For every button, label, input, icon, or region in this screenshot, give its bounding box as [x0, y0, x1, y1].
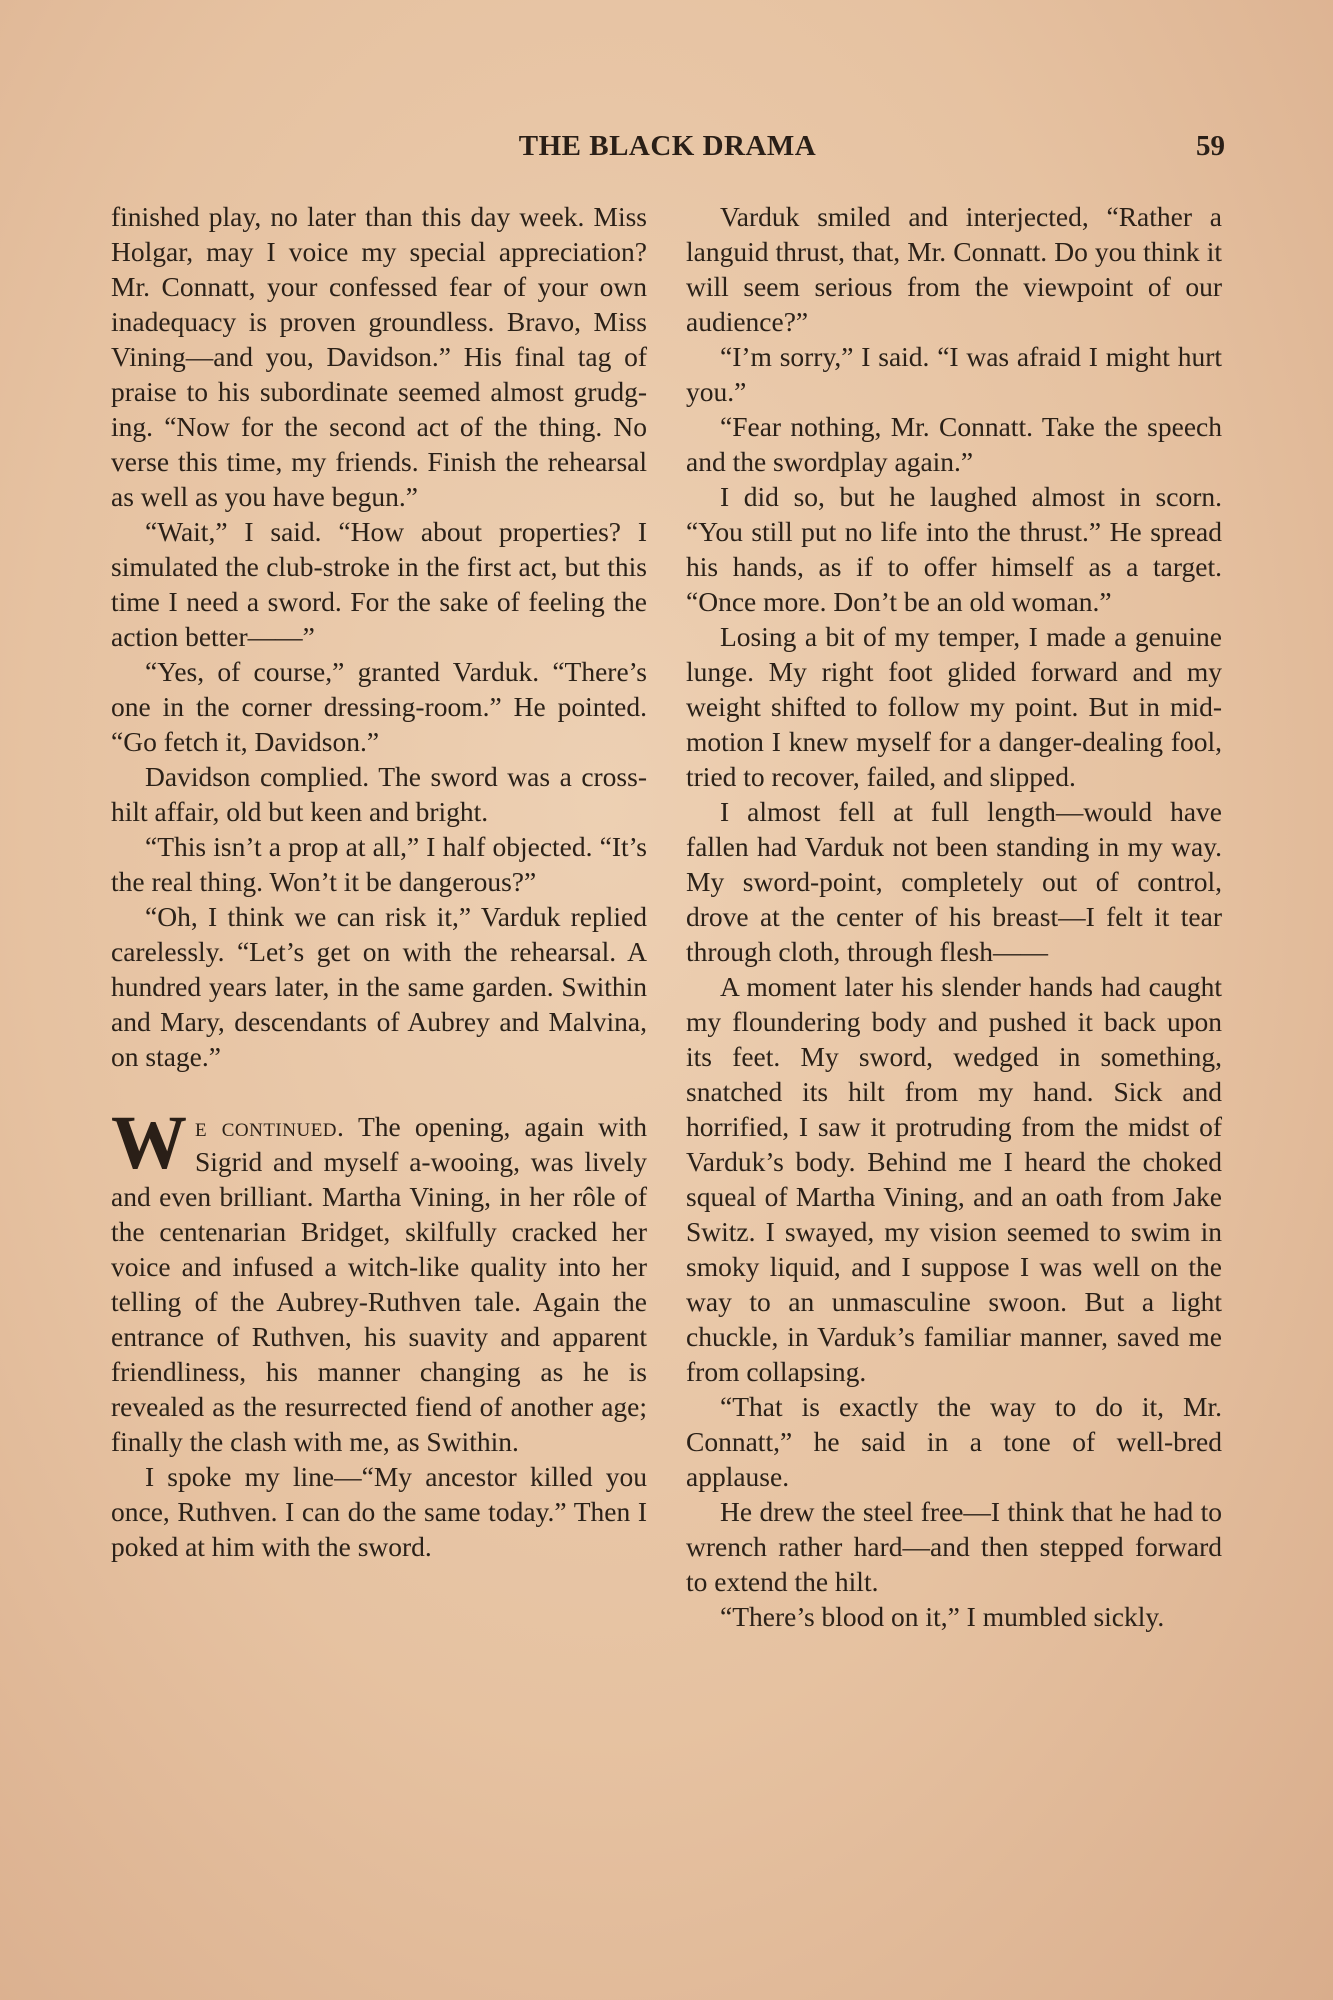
right-column [686, 199, 1222, 1634]
paragraph: Losing a bit of my temper, I made a genuine lunge. My right foot glided forward and my weight shifted to follow my point. But in mid-motion I knew myself for a danger-dealing fool, tried to recover, failed, and slipped. [686, 621, 1222, 792]
paragraph: “Wait,” I said. “How about properties? I simulated the club-stroke in the first act, but this time I need a sword. For the sake of feeling the action better——” [111, 516, 647, 652]
left-column [111, 199, 647, 1564]
paragraph: “That is exactly the way to do it, Mr. Connatt,” he said in a tone of well-bred applause. [686, 1391, 1222, 1492]
paragraph: “This isn’t a prop at all,” I half objected. “It’s the real thing. Won’t it be dangerous?” [111, 831, 647, 897]
paragraph: “There’s blood on it,” I mumbled sickly. [720, 1601, 1165, 1632]
running-title: THE BLACK DRAMA [518, 130, 817, 162]
running-head [110, 130, 1225, 170]
paragraph: I spoke my line—“My ancestor killed you once, Ruthven. I can do the same today.” Then I poked at him with the sword. [111, 1461, 647, 1562]
paragraph: “Fear nothing, Mr. Connatt. Take the speech and the swordplay again.” [686, 411, 1222, 477]
small-caps-lead: e continued. [195, 1111, 345, 1142]
paragraph: I did so, but he laughed almost in scorn. “You still put no life into the thrust.” He spread his hands, as if to offer himself as a target. “Once more. Don’t be an old woman.” [686, 481, 1222, 617]
paragraph: “Yes, of course,” granted Varduk. “There’s one in the corner dressing-room.” He pointed. “Go fetch it, Davidson.” [111, 656, 647, 757]
paragraph: Varduk smiled and interjected, “Rather a languid thrust, that, Mr. Connatt. Do you think it will seem serious from the viewpoint of our audience?” [686, 201, 1222, 337]
paragraph: He drew the steel free—I think that he had to wrench rather hard—and then stepped forward to extend the hilt. [686, 1496, 1222, 1597]
paragraph: Davidson complied. The sword was a cross-hilt affair, old but keen and bright. [111, 761, 647, 827]
section-start-paragraph [111, 1101, 647, 1459]
drop-cap: W [111, 1101, 187, 1185]
paragraph: “I’m sorry,” I said. “I was afraid I might hurt you.” [686, 341, 1222, 407]
paragraph: “Oh, I think we can risk it,” Varduk replied carelessly. “Let’s get on with the rehearsal. A hundred years later, in the same garden. Swithin and Mary, descendants of Aubrey and Malvina, on stage.” [111, 901, 647, 1072]
page-number: 59 [1196, 130, 1225, 162]
paragraph: finished play, no later than this day week. Miss Holgar, may I voice my special appreciation? Mr. Connatt, your confessed fear of your own inadequacy is proven groundless. Bravo, Miss Vining—and you, Davidson.” His final tag of praise to his subordinate seemed almost grudging. “Now for the second act of the thing. No verse this time, my friends. Finish the rehearsal as well as you have begun.” [111, 201, 647, 512]
paragraph: A moment later his slender hands had caught my floundering body and pushed it back upon its feet. My sword, wedged in something, snatched its hilt from my hand. Sick and horrified, I saw it protruding from the midst of Varduk’s body. Behind me I heard the choked squeal of Martha Vining, and an oath from Jake Switz. I swayed, my vision seemed to swim in smoky liquid, and I suppose I was well on the way to an unmasculine swoon. But a light chuckle, in Varduk’s familiar manner, saved me from collapsing. [686, 971, 1222, 1387]
paragraph-text: The opening, again with Sigrid and myself a-wooing, was lively and even brilliant. Martha Vining, in her rôle of the centenarian Bridget, skilfully cracked her voice and infused a witch-like quality into her telling of the Aubrey-Ruthven tale. Again the entrance of Ruthven, his suavity and apparent friendliness, his manner changing as he is revealed as the resurrected fiend of another age; finally the clash with me, as Swithin. [111, 1111, 647, 1457]
paragraph: I almost fell at full length—would have fallen had Varduk not been standing in my way. My sword-point, completely out of control, drove at the center of his breast—I felt it tear through cloth, through flesh—— [686, 796, 1222, 967]
